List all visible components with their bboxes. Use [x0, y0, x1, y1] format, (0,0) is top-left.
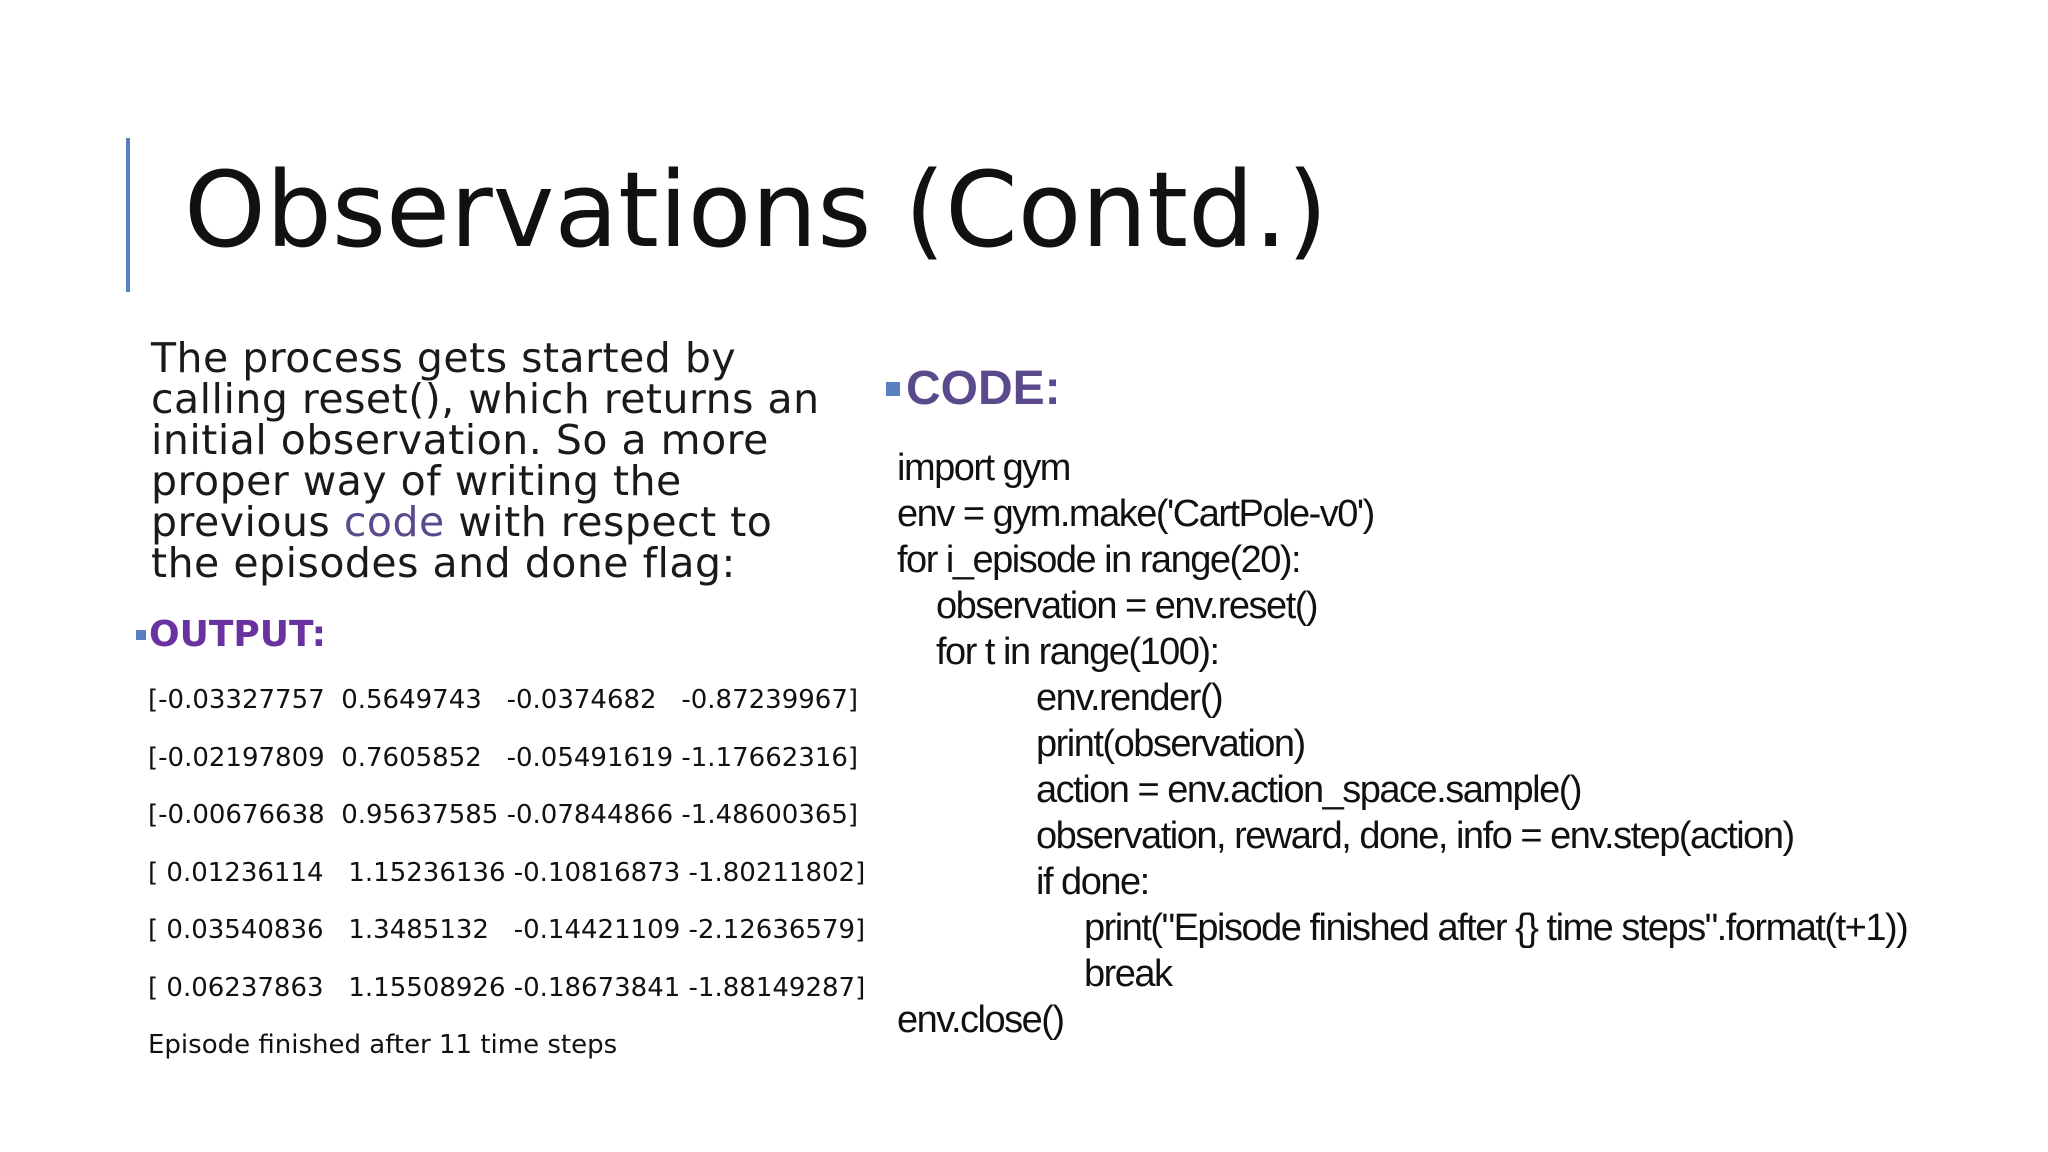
code-line: env.render() — [1036, 677, 1223, 719]
code-line: import gym — [897, 447, 1070, 489]
code-line: env = gym.make('CartPole-v0') — [897, 493, 1374, 535]
intro-text-end: with respect to the episodes and done flag: — [151, 498, 773, 587]
output-line: [ 0.01236114 1.15236136 -0.10816873 -1.80211802] — [148, 857, 866, 888]
intro-text-start: The process gets started by calling reset(), which returns an initial observation. So a more proper way of writing the previous — [151, 334, 820, 546]
output-line: [-0.02197809 0.7605852 -0.05491619 -1.17662316] — [148, 742, 859, 773]
code-line: break — [1084, 953, 1172, 995]
code-line: print("Episode finished after {} time steps".format(t+1)) — [1084, 907, 1908, 949]
code-line: for t in range(100): — [936, 631, 1219, 673]
output-line: [ 0.03540836 1.3485132 -0.14421109 -2.12636579] — [148, 915, 866, 945]
code-line: for i_episode in range(20): — [897, 539, 1301, 581]
code-heading-label: CODE: — [906, 362, 1061, 415]
intro-keyword: code — [343, 498, 445, 546]
code-line: observation = env.reset() — [936, 585, 1318, 627]
code-line: env.close() — [897, 999, 1064, 1041]
output-heading-label: OUTPUT: — [149, 614, 326, 655]
slide-title: Observations (Contd.) — [184, 149, 1328, 271]
code-heading — [886, 360, 1061, 418]
square-bullet-icon — [136, 630, 146, 640]
output-heading — [136, 612, 326, 658]
output-line: [-0.00676638 0.95637585 -0.07844866 -1.48600365] — [148, 800, 859, 830]
code-line: if done: — [1036, 861, 1149, 903]
intro-paragraph — [151, 334, 851, 587]
code-line: action = env.action_space.sample() — [1036, 769, 1582, 811]
output-line: [ 0.06237863 1.15508926 -0.18673841 -1.88149287] — [148, 972, 866, 1003]
code-line: observation, reward, done, info = env.step(action) — [1036, 815, 1794, 857]
code-line: print(observation) — [1036, 723, 1305, 765]
episode-finished-message: Episode finished after 11 time steps — [148, 1030, 618, 1060]
output-line: [-0.03327757 0.5649743 -0.0374682 -0.87239967] — [148, 685, 859, 715]
square-bullet-icon — [886, 382, 900, 396]
output-list — [148, 680, 865, 1025]
title-accent-bar — [126, 138, 130, 292]
code-listing — [897, 445, 1907, 1043]
